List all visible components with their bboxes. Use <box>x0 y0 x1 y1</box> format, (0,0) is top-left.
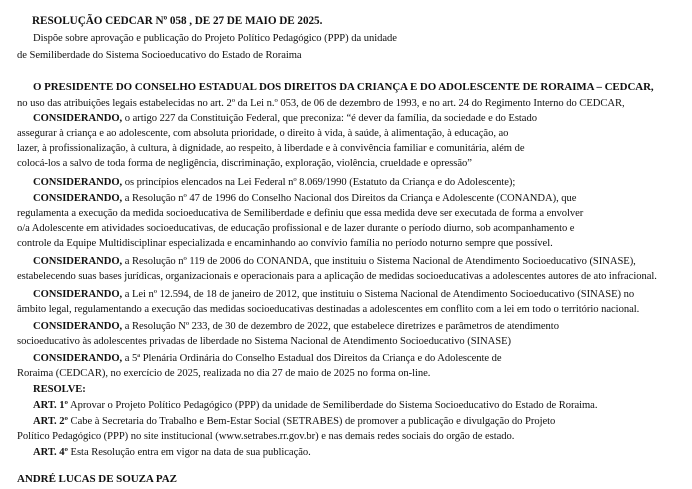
considerando-line: Roraima (CEDCAR), no exercício de 2025, realizada no dia 27 de maio de 2025 no forma on-line. <box>17 368 431 379</box>
article-2 <box>33 415 555 428</box>
considerando-label: CONSIDERANDO, <box>33 113 123 124</box>
considerando-line: âmbito legal, regulamentando a execução das medidas socioeducativas destinadas a adolescentes em conflito com a lei em todo o território nacional. <box>17 304 640 315</box>
considerando-line: o/a Adolescente em atividades socioeducativas, de educação profissional e de lazer durante o período diurno, sob acompanhamento e <box>17 223 575 234</box>
considerando-line: estabelecendo suas bases jurídicas, organizacionais e operacionais para a aplicação de medidas socioeducativas a adolescentes autores de ato infracional. <box>17 271 657 282</box>
preamble: no uso das atribuições legais estabelecidas no art. 2º da Lei n.º 053, de 06 de dezembro de 1993, e no art. 24 do Regimento Interno do CEDCAR, <box>17 98 625 109</box>
article-label: ART. 2º <box>33 416 68 427</box>
article-1 <box>33 399 597 412</box>
considerando-text: a Resolução nº 119 de 2006 do CONANDA, que instituiu o Sistema Nacional de Atendimento Socioeducativo (SINASE), <box>122 256 636 267</box>
considerando-line: controle da Equipe Multidisciplinar especializada e encaminhando ao convívio família no período noturno sempre que possível. <box>17 238 553 249</box>
considerando-label: CONSIDERANDO, <box>33 289 123 300</box>
considerando-label: CONSIDERANDO, <box>33 177 123 188</box>
considerando-line: regulamenta a execução da medida socioeducativa de Semiliberdade e definiu que essa medida deve ser executada de forma a envolver <box>17 208 584 219</box>
considerando-line: socioeducativo às adolescentes privadas de liberdade no Sistema Nacional de Atendimento Socioeducativo (SINASE) <box>17 336 511 347</box>
considerando-paragraph <box>33 176 515 189</box>
article-text: Esta Resolução entra em vigor na data de sua publicação. <box>67 447 311 458</box>
president-heading: O PRESIDENTE DO CONSELHO ESTADUAL DOS DIREITOS DA CRIANÇA E DO ADOLESCENTE DE RORAIMA – CEDCAR, <box>33 81 654 93</box>
considerando-line: lazer, à profissionalização, à cultura, à dignidade, ao respeito, à liberdade e à convivência familiar e comunitária, além de <box>17 143 525 154</box>
resolve-heading: RESOLVE: <box>33 384 86 395</box>
considerando-paragraph <box>33 112 537 125</box>
article-4 <box>33 446 311 459</box>
article-label: ART. 4º <box>33 447 68 458</box>
considerando-label: CONSIDERANDO, <box>33 353 123 364</box>
considerando-label: CONSIDERANDO, <box>33 193 123 204</box>
article-text: Aprovar o Projeto Político Pedagógico (PPP) da unidade de Semiliberdade do Sistema Socioeducativo do Estado de Roraima. <box>67 400 598 411</box>
article-line: Político Pedagógico (PPP) no site institucional (www.setrabes.rr.gov.br) e nas demais redes sociais do orgão de estado. <box>17 431 515 442</box>
summary-line: Dispõe sobre aprovação e publicação do Projeto Político Pedagógico (PPP) da unidade <box>33 33 397 44</box>
article-label: ART. 1º <box>33 400 68 411</box>
signer-name: ANDRÉ LUCAS DE SOUZA PAZ <box>17 473 177 485</box>
considerando-paragraph <box>33 352 502 365</box>
article-text: Cabe à Secretaria do Trabalho e Bem-Estar Social (SETRABES) de promover a publicação e divulgação do Projeto <box>67 416 556 427</box>
considerando-paragraph <box>33 255 636 268</box>
considerando-paragraph <box>33 288 634 301</box>
considerando-text: a Resolução Nº 233, de 30 de dezembro de 2022, que estabelece diretrizes e parâmetros de atendimento <box>122 321 559 332</box>
summary-line: de Semiliberdade do Sistema Socioeducativo do Estado de Roraima <box>17 50 302 61</box>
considerando-label: CONSIDERANDO, <box>33 256 123 267</box>
considerando-label: CONSIDERANDO, <box>33 321 123 332</box>
considerando-text: o artigo 227 da Constituição Federal, que preconiza: “é dever da família, da sociedade e do Estado <box>122 113 537 124</box>
considerando-line: colocá-los a salvo de toda forma de negligência, discriminação, exploração, violência, crueldade e opressão” <box>17 158 472 169</box>
resolution-title: RESOLUÇÃO CEDCAR Nº 058 , DE 27 DE MAIO DE 2025. <box>32 15 323 27</box>
considerando-paragraph <box>33 192 576 205</box>
considerando-line: assegurar à criança e ao adolescente, com absoluta prioridade, o direito à vida, à saúde, à alimentação, à educação, ao <box>17 128 509 139</box>
considerando-text: a Resolução nº 47 de 1996 do Conselho Nacional dos Direitos da Criança e Adolescente (CONANDA), que <box>122 193 577 204</box>
considerando-paragraph <box>33 320 559 333</box>
considerando-text: a Lei nº 12.594, de 18 de janeiro de 2012, que instituiu o Sistema Nacional de Atendimento Socioeducativo (SINASE) no <box>122 289 635 300</box>
considerando-text: a 5ª Plenária Ordinária do Conselho Estadual dos Direitos da Criança e do Adolescente de <box>122 353 502 364</box>
considerando-text: os princípios elencados na Lei Federal nº 8.069/1990 (Estatuto da Criança e do Adolescente); <box>122 177 516 188</box>
